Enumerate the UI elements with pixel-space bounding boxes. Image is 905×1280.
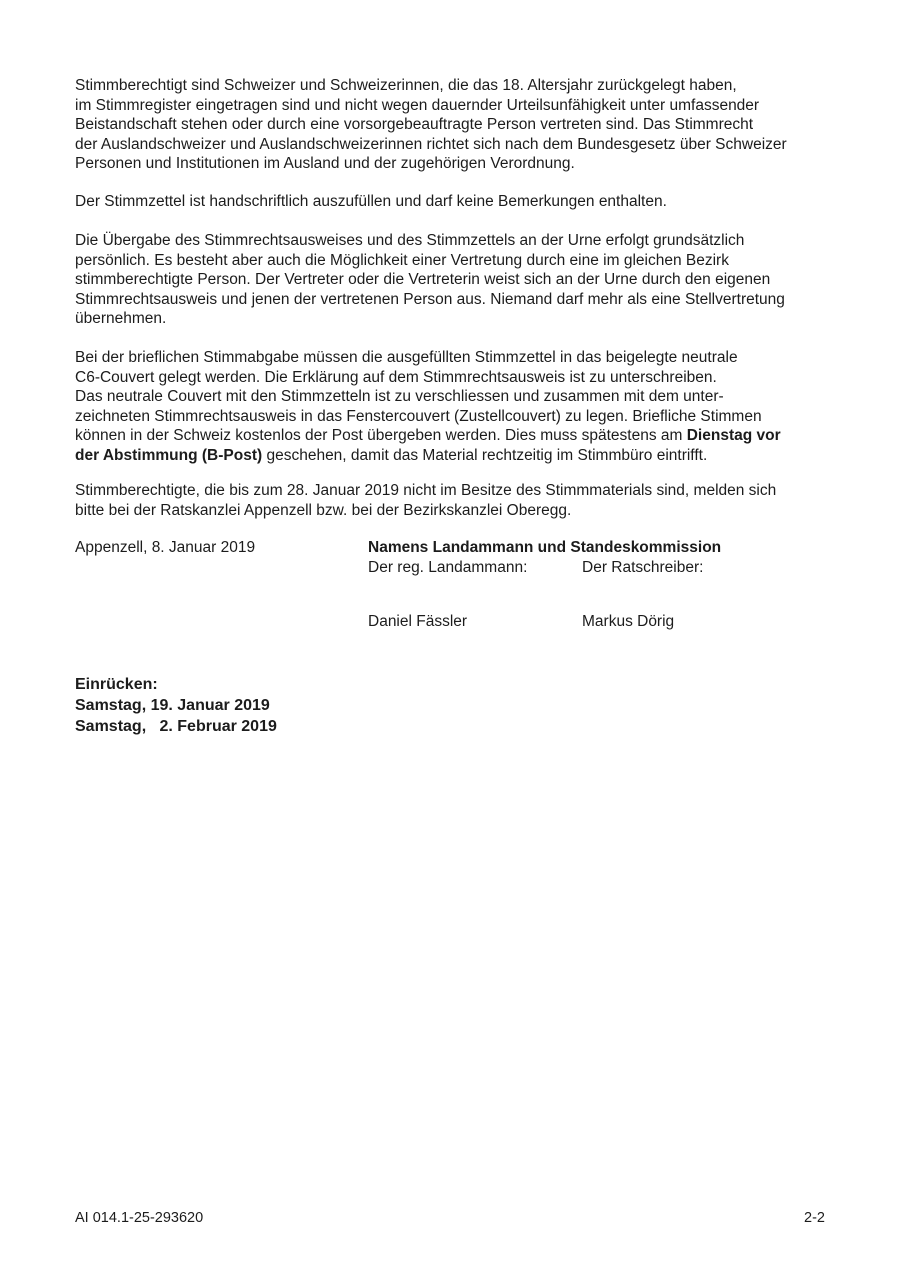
page-number: 2-2 <box>804 1210 825 1226</box>
text-line <box>75 135 787 155</box>
text-segment: können in der Schweiz kostenlos der Post übergeben werden. Dies muss spätestens am <box>75 427 687 444</box>
text-line: Samstag, 19. Januar 2019 <box>75 697 270 714</box>
document-reference-number: AI 014.1-25-293620 <box>75 1210 204 1226</box>
paragraph-missing-material <box>75 481 776 520</box>
role-landammann: Der reg. Landammann: <box>368 558 528 576</box>
text-segment: im Stimmregister eingetragen sind und nicht wegen dauernder Urteilsunfähigkeit unter umfassender <box>75 96 760 114</box>
text-segment: Personen und Institutionen im Ausland und der zugehörigen Verordnung. <box>75 155 575 172</box>
text-line <box>75 270 785 290</box>
text-line <box>75 96 787 116</box>
text-line <box>75 251 785 271</box>
role-ratschreiber: Der Ratschreiber: <box>582 558 704 576</box>
text-line <box>75 348 781 368</box>
text-line <box>75 426 781 446</box>
text-line: Samstag, 2. Februar 2019 <box>75 718 277 735</box>
text-line <box>75 231 785 251</box>
text-line <box>75 368 781 388</box>
text-segment: Stimmberechtigte, die bis zum 28. Januar 2019 nicht im Besitze des Stimmmaterials sind, melden sich <box>75 482 777 499</box>
authority-heading: Namens Landammann und Standeskommission <box>368 539 722 556</box>
bold-text-segment: der Abstimmung (B-Post) <box>75 446 263 464</box>
text-segment: Bei der brieflichen Stimmabgabe müssen die ausgefüllten Stimmzettel in das beigelegte neutrale <box>75 349 738 366</box>
signatory-name-landammann: Daniel Fässler <box>368 613 468 630</box>
text-segment: geschehen, damit das Material rechtzeitig im Stimmbüro eintrifft. <box>262 446 708 464</box>
text-line <box>75 290 785 310</box>
text-line: Einrücken: <box>75 676 158 693</box>
text-line <box>75 481 776 501</box>
text-line <box>75 501 776 521</box>
text-segment: Der Stimmzettel ist handschriftlich auszufüllen und darf keine Bemerkungen enthalten. <box>75 193 667 210</box>
bold-text-segment: Dienstag vor <box>686 427 781 444</box>
text-segment: bitte bei der Ratskanzlei Appenzell bzw. bei der Bezirkskanzlei Oberegg. <box>75 501 572 519</box>
text-segment: Beistandschaft stehen oder durch eine vorsorgebeauftragte Person vertreten sind. Das Stimmrecht <box>75 116 754 133</box>
insertion-dates-block <box>75 674 277 737</box>
text-segment: übernehmen. <box>75 310 167 327</box>
text-segment: Stimmberechtigt sind Schweizer und Schweizerinnen, die das 18. Altersjahr zurückgelegt haben, <box>75 77 737 94</box>
text-segment: Stimmrechtsausweis und jenen der vertretenen Person aus. Niemand darf mehr als eine Stellvertretung <box>75 290 785 308</box>
text-line <box>75 76 787 96</box>
paragraph-ballot-handwritten <box>75 192 667 212</box>
place-and-date: Appenzell, 8. Januar 2019 <box>75 539 256 556</box>
signature-block <box>75 538 865 578</box>
text-segment: Das neutrale Couvert mit den Stimmzetteln ist zu verschliessen und zusammen mit dem unter- <box>75 388 724 405</box>
text-line <box>75 309 785 329</box>
text-segment: stimmberechtigte Person. Der Vertreter oder die Vertreterin weist sich an der Urne durch den eigenen <box>75 271 771 288</box>
text-line <box>75 154 787 174</box>
text-segment: der Auslandschweizer und Auslandschweizerinnen richtet sich nach dem Bundesgesetz über Schweizer <box>75 135 787 153</box>
paragraph-urn-voting <box>75 231 785 329</box>
text-segment: zeichneten Stimmrechtsausweis in das Fenstercouvert (Zustellcouvert) zu legen. Briefliche Stimmen <box>75 407 762 425</box>
text-line <box>75 407 781 427</box>
paragraph-postal-voting <box>75 348 781 465</box>
text-line <box>75 192 667 212</box>
paragraph-eligibility <box>75 76 787 174</box>
text-segment: Die Übergabe des Stimmrechtsausweises und des Stimmzettels an der Urne erfolgt grundsätzlich <box>75 232 745 249</box>
text-line <box>75 446 781 466</box>
signatory-name-ratschreiber: Markus Dörig <box>582 613 675 630</box>
text-line <box>75 387 781 407</box>
signatory-names <box>75 612 865 632</box>
text-segment: C6-Couvert gelegt werden. Die Erklärung auf dem Stimmrechtsausweis ist zu unterschreiben. <box>75 368 717 386</box>
text-line <box>75 115 787 135</box>
text-segment: persönlich. Es besteht aber auch die Möglichkeit einer Vertretung durch eine im gleichen Bezirk <box>75 251 729 269</box>
